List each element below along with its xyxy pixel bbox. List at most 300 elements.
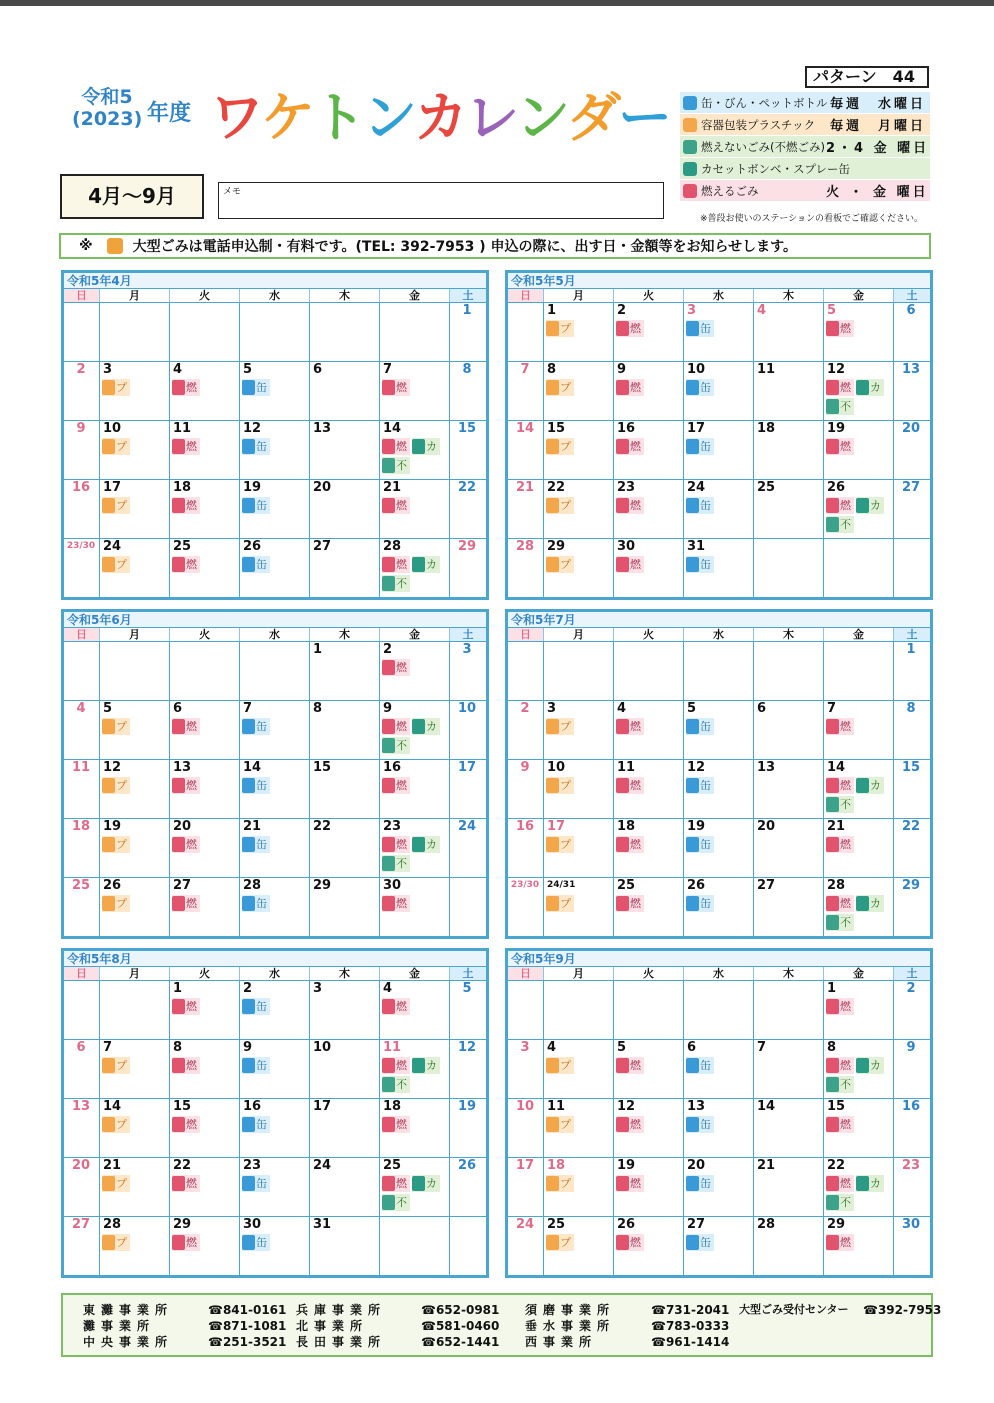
badge-label: 缶	[700, 558, 711, 571]
day-number: 19	[617, 1158, 636, 1173]
day-cell	[100, 480, 170, 538]
day-number: 27	[757, 878, 776, 893]
badge-label: 缶	[256, 499, 267, 512]
collection-badge-ca	[242, 1057, 270, 1074]
day-number: 21	[243, 819, 262, 834]
mo-icon	[826, 1176, 839, 1191]
legend-name: 容器包装プラスチック	[701, 117, 816, 132]
office-name: 中央事業所	[83, 1335, 174, 1349]
day-number: 2	[243, 981, 253, 996]
day-number: 29	[827, 1217, 846, 1232]
day-number: 13	[757, 760, 776, 775]
day-cell	[508, 642, 544, 700]
day-cell	[100, 878, 170, 937]
day-number: 21	[757, 1158, 776, 1173]
fu-icon	[382, 1195, 395, 1210]
badge-label: カ	[870, 1059, 881, 1072]
day-number: 18	[173, 480, 192, 495]
office-names	[296, 1302, 386, 1350]
weekday-label: 火	[170, 967, 240, 980]
pu-icon	[102, 719, 115, 734]
day-cell	[170, 362, 240, 420]
era-text: 令和5	[81, 86, 133, 108]
month-title: 令和5年6月	[64, 612, 486, 628]
day-number: 6	[757, 701, 767, 716]
day-cell	[614, 1158, 684, 1216]
day-cell	[450, 642, 486, 700]
day-cell	[684, 701, 754, 759]
collection-badge-pu	[546, 777, 574, 794]
day-number: 3	[547, 701, 557, 716]
day-cell	[100, 1099, 170, 1157]
fu-icon	[382, 458, 395, 473]
mo-icon	[382, 999, 395, 1014]
mo-icon	[616, 1235, 629, 1250]
mo-icon	[616, 439, 629, 454]
month-calendar	[61, 609, 489, 939]
day-number: 28	[103, 1217, 122, 1232]
collection-badge-pu	[546, 379, 574, 396]
office-phone: ☎652-1441	[421, 1335, 500, 1349]
day-cell	[240, 1040, 310, 1098]
mo-icon	[172, 837, 185, 852]
collection-badge-ca	[242, 1116, 270, 1133]
day-cell	[614, 362, 684, 420]
day-cell	[508, 878, 544, 937]
ka-icon	[412, 1176, 425, 1191]
mo-icon	[616, 321, 629, 336]
week-row	[64, 303, 486, 362]
month-calendar	[505, 609, 933, 939]
badge-label: 不	[840, 1196, 851, 1209]
pu-icon	[546, 321, 559, 336]
collection-badge-fu	[382, 575, 410, 592]
day-number: 26	[243, 539, 262, 554]
weekday-label: 火	[170, 628, 240, 641]
collection-badge-fu	[382, 1076, 410, 1093]
badge-label: 不	[396, 739, 407, 752]
day-number: 10	[687, 362, 706, 377]
badge-label: 燃	[396, 1177, 407, 1190]
day-cell	[240, 1158, 310, 1216]
collection-badge-ca	[686, 1116, 714, 1133]
weekday-label: 木	[754, 628, 824, 641]
collection-badge-ca	[242, 895, 270, 912]
collection-badge-mo	[382, 379, 410, 396]
day-number: 6	[173, 701, 183, 716]
badge-label: 燃	[396, 499, 407, 512]
legend-row-plastic	[680, 114, 930, 136]
day-cell	[240, 701, 310, 759]
title-letter: ワ	[210, 86, 261, 149]
collection-badge-ca	[242, 379, 270, 396]
collection-badge-pu	[102, 1057, 130, 1074]
day-cell	[544, 303, 614, 361]
weekday-label: 木	[754, 967, 824, 980]
mo-icon	[826, 999, 839, 1014]
day-cell	[894, 642, 930, 700]
day-cell	[240, 539, 310, 598]
day-number: 29	[901, 878, 921, 893]
badge-label: 燃	[630, 558, 641, 571]
week-row	[508, 878, 930, 937]
day-cell	[508, 1040, 544, 1098]
pu-icon	[102, 439, 115, 454]
day-number: 8	[313, 701, 323, 716]
collection-badge-mo	[826, 379, 854, 396]
badge-label: 燃	[630, 1059, 641, 1072]
fu-icon	[826, 1077, 839, 1092]
day-number: 20	[71, 1158, 91, 1173]
day-number: 9	[383, 701, 393, 716]
month-title: 令和5年4月	[64, 273, 486, 289]
day-number: 23	[383, 819, 402, 834]
badge-label: カ	[426, 558, 437, 571]
badge-label: 燃	[396, 1000, 407, 1013]
day-number: 22	[313, 819, 332, 834]
day-cell	[614, 819, 684, 877]
mo-icon	[172, 778, 185, 793]
day-number: 16	[71, 480, 91, 495]
day-cell	[508, 760, 544, 818]
day-cell	[894, 760, 930, 818]
day-number: 19	[103, 819, 122, 834]
day-cell	[824, 421, 894, 479]
collection-badge-ca	[686, 777, 714, 794]
badge-label: 缶	[700, 779, 711, 792]
badge-label: 燃	[630, 381, 641, 394]
day-number: 16	[383, 760, 402, 775]
badge-label: 燃	[186, 720, 197, 733]
mo-icon	[172, 498, 185, 513]
day-number: 7	[103, 1040, 113, 1055]
day-number: 20	[687, 1158, 706, 1173]
day-cell	[824, 539, 894, 598]
weekday-label: 日	[508, 967, 544, 980]
day-number: 3	[313, 981, 323, 996]
collection-badge-mo	[172, 438, 200, 455]
day-cell	[894, 303, 930, 361]
day-cell	[240, 981, 310, 1039]
title-letter: カ	[414, 86, 465, 149]
day-cell	[544, 539, 614, 598]
day-cell	[100, 539, 170, 598]
collection-badge-pu	[102, 895, 130, 912]
day-number: 14	[383, 421, 402, 436]
day-number: 15	[457, 421, 477, 436]
day-cell	[100, 303, 170, 361]
collection-badge-pu	[546, 895, 574, 912]
day-number: 12	[687, 760, 706, 775]
collection-badge-ka	[856, 379, 884, 396]
weekday-label: 月	[100, 628, 170, 641]
day-cell	[380, 1217, 450, 1276]
day-number: 17	[457, 760, 477, 775]
month-calendar	[61, 948, 489, 1278]
week-row	[64, 981, 486, 1040]
badge-label: カ	[870, 381, 881, 394]
mo-icon	[826, 1117, 839, 1132]
month-title: 令和5年8月	[64, 951, 486, 967]
pu-icon	[102, 778, 115, 793]
collection-badge-mo	[616, 1234, 644, 1251]
day-number: 26	[687, 878, 706, 893]
badge-label: プ	[116, 1177, 127, 1190]
collection-badge-pu	[546, 718, 574, 735]
pattern-label: パターン 44	[805, 66, 929, 88]
mo-icon	[382, 557, 395, 572]
day-cell	[824, 303, 894, 361]
day-cell	[614, 1040, 684, 1098]
day-number: 12	[827, 362, 846, 377]
day-cell	[614, 1099, 684, 1157]
collection-badge-pu	[546, 438, 574, 455]
day-cell	[754, 362, 824, 420]
day-number: 9	[520, 760, 530, 775]
legend-name: 燃えるごみ	[701, 183, 759, 198]
weekday-label: 月	[544, 289, 614, 302]
day-number: 14	[757, 1099, 776, 1114]
collection-badge-pu	[546, 556, 574, 573]
ka-icon	[412, 837, 425, 852]
ka-icon	[856, 380, 869, 395]
badge-label: 燃	[396, 838, 407, 851]
day-cell	[64, 480, 100, 538]
mo-icon	[172, 1176, 185, 1191]
pu-icon	[546, 896, 559, 911]
collection-badge-mo	[172, 379, 200, 396]
fu-icon	[382, 1077, 395, 1092]
badge-label: 燃	[186, 1118, 197, 1131]
weekday-label: 日	[64, 289, 100, 302]
day-number: 27	[901, 480, 921, 495]
week-row	[64, 819, 486, 878]
pu-icon	[546, 557, 559, 572]
day-number: 23	[901, 1158, 921, 1173]
collection-badge-pu	[546, 1057, 574, 1074]
ca-icon	[686, 719, 699, 734]
day-cell	[170, 878, 240, 937]
day-number: 19	[687, 819, 706, 834]
day-cell	[100, 760, 170, 818]
day-cell	[100, 421, 170, 479]
day-cell	[684, 303, 754, 361]
badge-label: 缶	[700, 1118, 711, 1131]
day-cell	[64, 303, 100, 361]
day-cell	[380, 819, 450, 877]
mo-icon	[826, 498, 839, 513]
mo-icon	[382, 1058, 395, 1073]
mo-icon	[616, 1176, 629, 1191]
phone-icon	[107, 238, 123, 254]
office-phone: ☎731-2041	[651, 1303, 730, 1317]
day-number: 26	[103, 878, 122, 893]
collection-badge-mo	[382, 895, 410, 912]
badge-label: 缶	[256, 1118, 267, 1131]
pu-icon	[546, 439, 559, 454]
ka-icon	[412, 719, 425, 734]
badge-label: 燃	[396, 1118, 407, 1131]
day-number: 27	[313, 539, 332, 554]
collection-badge-ka	[412, 438, 440, 455]
collection-badge-pu	[546, 497, 574, 514]
month-title: 令和5年7月	[508, 612, 930, 628]
badge-label: プ	[116, 1059, 127, 1072]
badge-label: プ	[560, 1059, 571, 1072]
badge-label: 缶	[256, 1000, 267, 1013]
day-cell	[508, 1099, 544, 1157]
day-number: 27	[173, 878, 192, 893]
collection-badge-mo	[172, 895, 200, 912]
day-cell	[544, 362, 614, 420]
day-cell	[544, 1040, 614, 1098]
collection-badge-fu	[382, 1194, 410, 1211]
badge-label: 燃	[630, 1236, 641, 1249]
badge-label: 燃	[186, 381, 197, 394]
fu-icon	[826, 797, 839, 812]
weekday-label: 金	[380, 289, 450, 302]
weekday-label: 水	[240, 967, 310, 980]
badge-label: 燃	[840, 720, 851, 733]
collection-badge-mo	[616, 379, 644, 396]
title-letter: ン	[516, 86, 567, 149]
badge-label: 燃	[396, 440, 407, 453]
badge-label: 燃	[630, 1118, 641, 1131]
ca-icon	[686, 778, 699, 793]
day-number: 7	[520, 362, 530, 377]
day-cell	[240, 819, 310, 877]
title-letter: レ	[465, 86, 516, 149]
badge-label: 缶	[700, 440, 711, 453]
collection-badge-mo	[826, 1175, 854, 1192]
day-number: 22	[827, 1158, 846, 1173]
weekday-label: 水	[684, 289, 754, 302]
badge-label: 燃	[630, 1177, 641, 1190]
year-text: (2023)	[72, 108, 143, 130]
top-border	[0, 0, 994, 6]
badge-label: 不	[396, 459, 407, 472]
badge-label: 缶	[700, 720, 711, 733]
collection-badge-mo	[616, 497, 644, 514]
day-number: 30	[383, 878, 402, 893]
badge-label: 缶	[700, 1236, 711, 1249]
collection-badge-pu	[102, 836, 130, 853]
badge-label: 燃	[396, 558, 407, 571]
mo-icon	[826, 439, 839, 454]
day-number: 11	[71, 760, 91, 775]
badge-label: 缶	[256, 897, 267, 910]
badge-label: 燃	[186, 499, 197, 512]
day-number: 20	[901, 421, 921, 436]
week-row	[508, 362, 930, 421]
legend-name: 燃えないごみ(不燃ごみ)	[701, 139, 825, 154]
day-number: 1	[906, 642, 916, 657]
week-row	[508, 539, 930, 598]
day-number: 5	[617, 1040, 627, 1055]
office-phone: ☎392-7953	[863, 1303, 942, 1317]
day-number: 13	[687, 1099, 706, 1114]
week-row	[508, 642, 930, 701]
collection-badge-mo	[172, 556, 200, 573]
badge-label: プ	[560, 1118, 571, 1131]
collection-badge-mo	[382, 1116, 410, 1133]
badge-label: 不	[840, 400, 851, 413]
weekday-label: 土	[894, 967, 930, 980]
day-cell	[170, 981, 240, 1039]
weekday-label: 木	[754, 289, 824, 302]
office-names	[525, 1302, 615, 1350]
day-cell	[240, 1217, 310, 1276]
collection-badge-mo	[382, 659, 410, 676]
mo-icon	[172, 1058, 185, 1073]
mo-icon	[826, 837, 839, 852]
weekday-label: 金	[824, 967, 894, 980]
collection-badge-mo	[172, 1057, 200, 1074]
day-cell	[100, 819, 170, 877]
day-number: 15	[313, 760, 332, 775]
day-cell	[380, 539, 450, 598]
day-cell	[380, 362, 450, 420]
ka-icon	[856, 498, 869, 513]
day-cell	[310, 362, 380, 420]
day-number: 11	[617, 760, 636, 775]
badge-label: プ	[116, 1118, 127, 1131]
collection-badge-ca	[242, 1175, 270, 1192]
collection-badge-pu	[102, 1116, 130, 1133]
day-cell	[170, 642, 240, 700]
month-calendar	[61, 270, 489, 600]
day-number: 21	[383, 480, 402, 495]
ca-icon	[242, 896, 255, 911]
badge-label: 缶	[700, 499, 711, 512]
day-number: 25	[173, 539, 192, 554]
day-cell	[380, 642, 450, 700]
day-cell	[170, 303, 240, 361]
day-cell	[64, 421, 100, 479]
day-number: 17	[515, 1158, 535, 1173]
badge-label: 燃	[630, 720, 641, 733]
day-number: 25	[757, 480, 776, 495]
weekday-header	[64, 289, 486, 303]
day-cell	[380, 421, 450, 479]
day-number: 30	[901, 1217, 921, 1232]
day-cell	[380, 878, 450, 937]
day-number: 18	[617, 819, 636, 834]
fire-icon	[683, 184, 697, 198]
day-cell	[754, 1099, 824, 1157]
legend-days: 毎週 水曜日	[829, 97, 926, 112]
ka-icon	[856, 1176, 869, 1191]
day-cell	[100, 1158, 170, 1216]
day-cell	[170, 539, 240, 598]
day-cell	[614, 421, 684, 479]
legend-note: ※普段お使いのステーションの看板でご確認ください。	[700, 214, 924, 224]
day-number: 15	[827, 1099, 846, 1114]
day-cell	[614, 981, 684, 1039]
weekday-label: 火	[614, 289, 684, 302]
day-cell	[824, 1158, 894, 1216]
pu-icon	[102, 1117, 115, 1132]
collection-badge-ca	[686, 1057, 714, 1074]
mo-icon	[826, 896, 839, 911]
legend-row-can	[680, 92, 930, 114]
day-cell	[64, 981, 100, 1039]
day-cell	[544, 701, 614, 759]
day-number: 29	[457, 539, 477, 554]
day-cell	[64, 760, 100, 818]
day-cell	[64, 701, 100, 759]
title-letter: ダ	[567, 86, 618, 149]
